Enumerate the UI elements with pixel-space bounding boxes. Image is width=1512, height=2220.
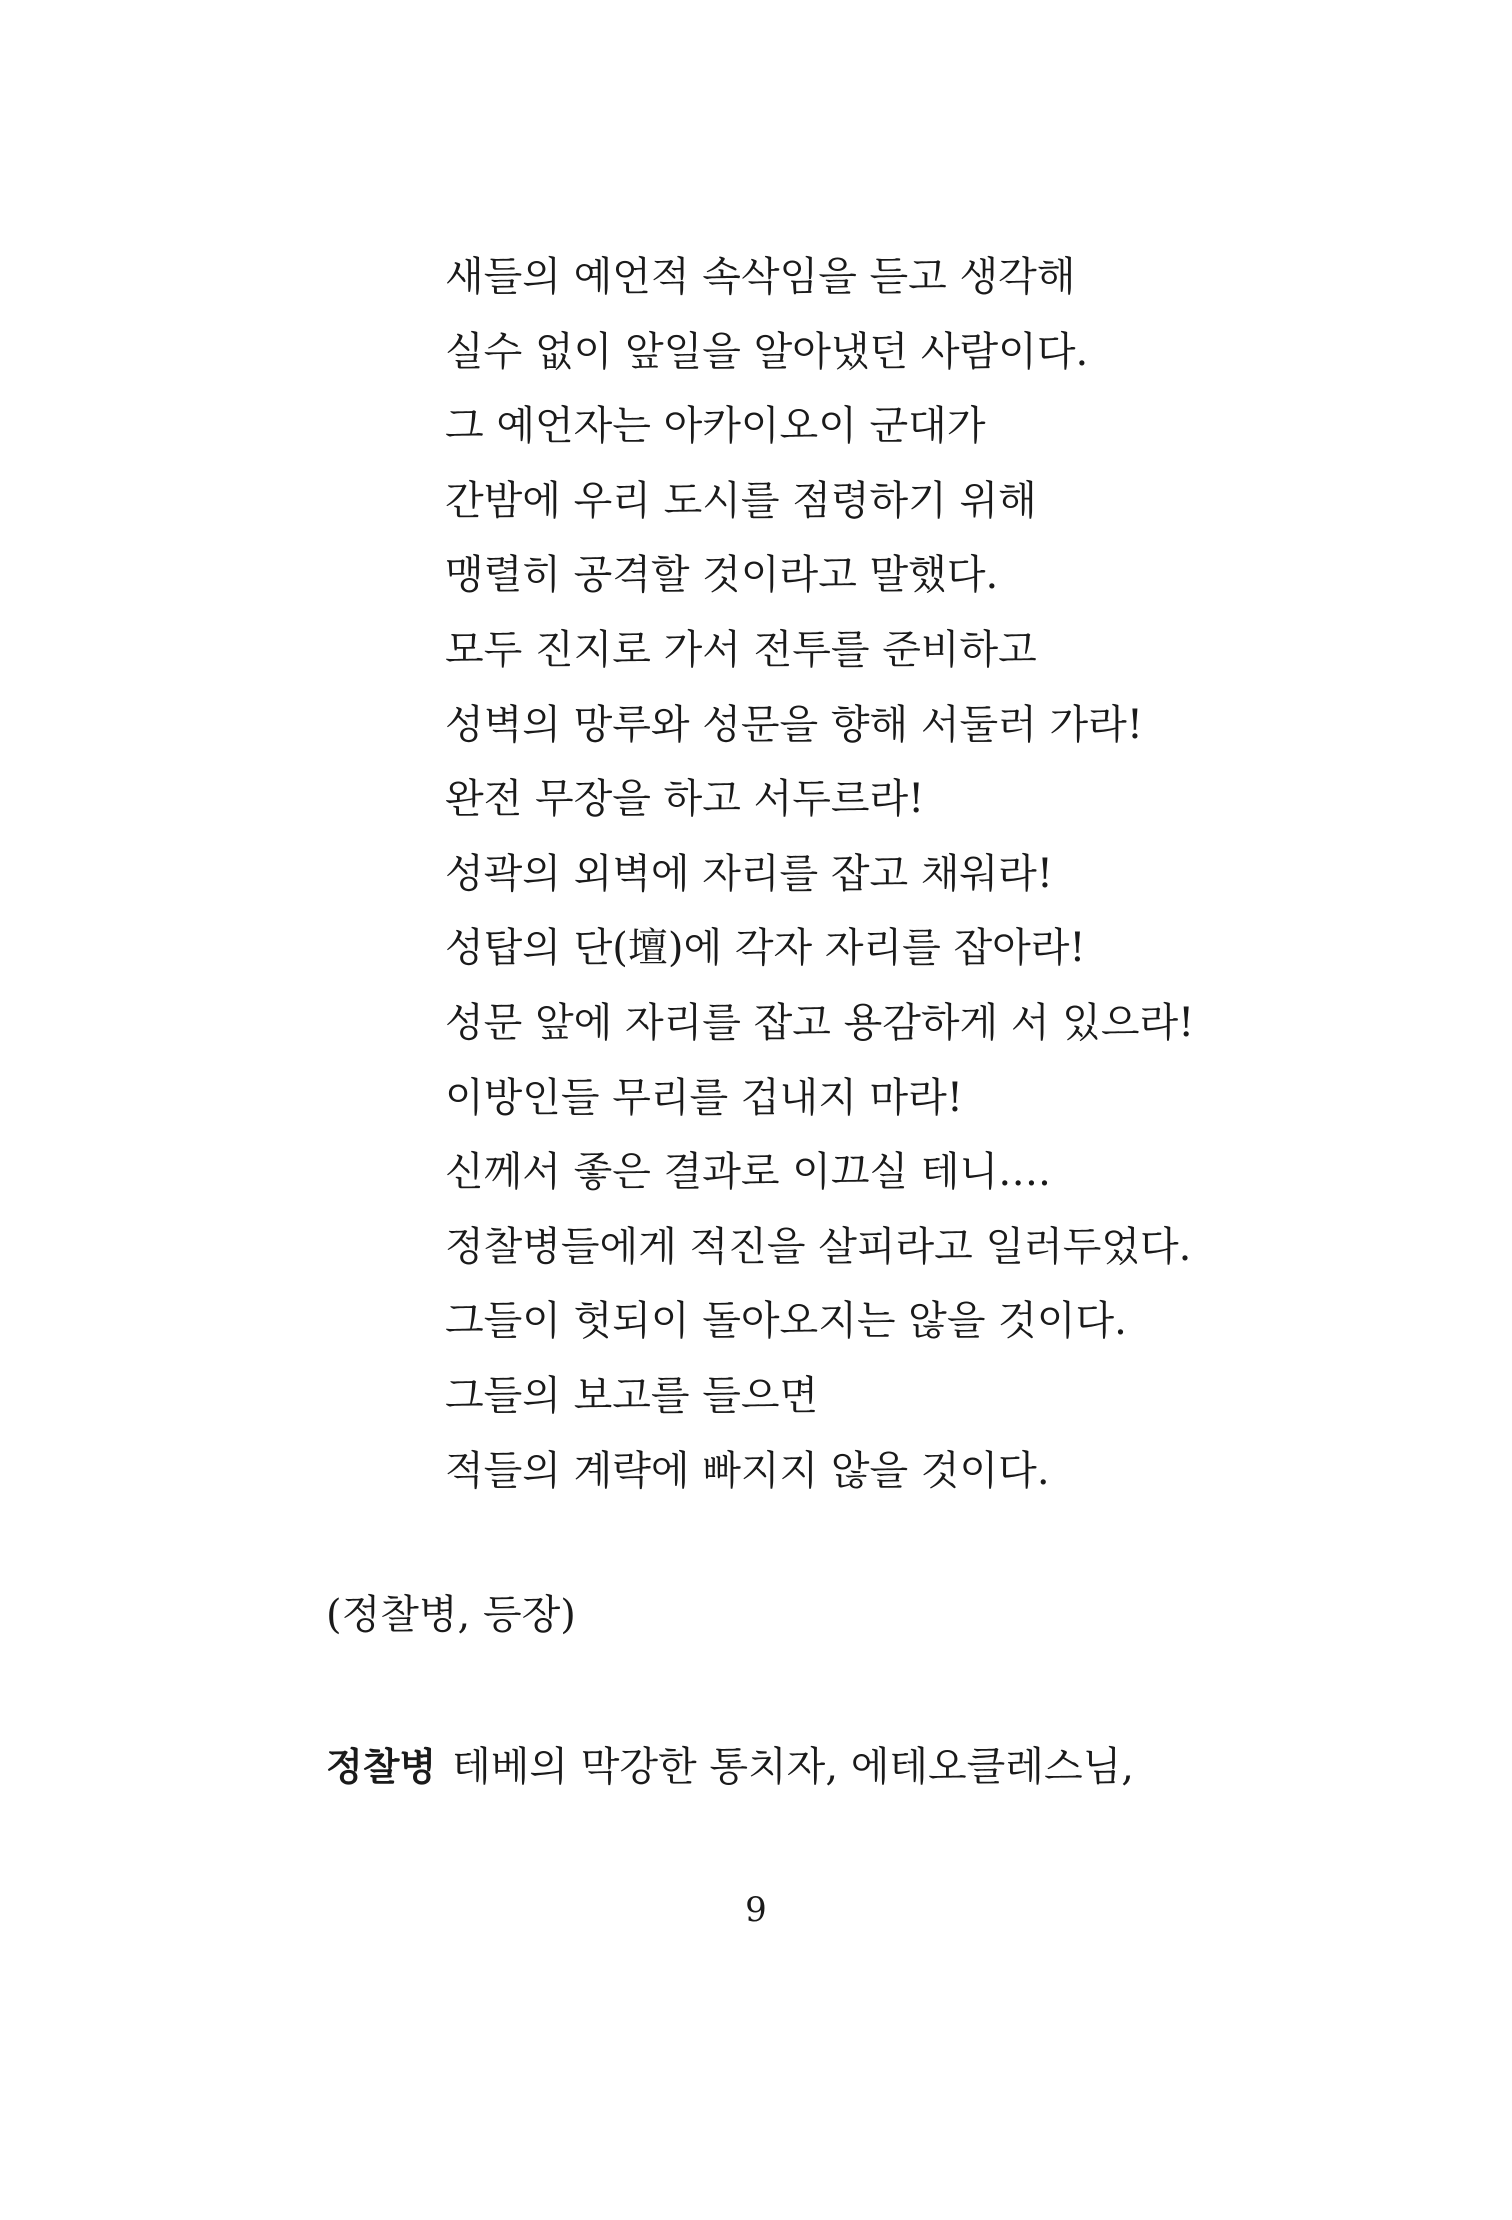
verse-line: 완전 무장을 하고 서두르라!: [445, 776, 925, 823]
dialogue-text: 테베의 막강한 통치자, 에테오클레스님,: [452, 1744, 1134, 1790]
stage-direction: (정찰병, 등장): [326, 1592, 576, 1638]
verse-line: 이방인들 무리를 겁내지 마라!: [445, 1074, 963, 1121]
verse-line: 성탑의 단(壇)에 각자 자리를 잡아라!: [445, 925, 1086, 972]
verse-line: 적들의 계략에 빠지지 않을 것이다.: [445, 1447, 1050, 1494]
verse-line: 정찰병들에게 적진을 살피라고 일러두었다.: [445, 1223, 1192, 1270]
verse-line: 맹렬히 공격할 것이라고 말했다.: [445, 552, 999, 599]
verse-line: 신께서 좋은 결과로 이끄실 테니….: [445, 1149, 1051, 1196]
verse-line: 모두 진지로 가서 전투를 준비하고: [445, 626, 1037, 673]
verse-line: 성문 앞에 자리를 잡고 용감하게 서 있으라!: [445, 999, 1195, 1046]
verse-line: 성벽의 망루와 성문을 향해 서둘러 가라!: [445, 701, 1143, 748]
verse-line: 그 예언자는 아카이오이 군대가: [445, 403, 986, 450]
verse-line: 새들의 예언적 속삭임을 듣고 생각해: [445, 254, 1076, 300]
verse-line: 그들의 보고를 들으면: [445, 1372, 819, 1419]
verse-block: [445, 252, 1194, 1520]
verse-line: 실수 없이 앞일을 알아냈던 사람이다.: [445, 328, 1089, 375]
dialogue-line: [326, 1742, 1134, 1792]
verse-line: 그들이 헛되이 돌아오지는 않을 것이다.: [445, 1298, 1127, 1345]
verse-line: 성곽의 외벽에 자리를 잡고 채워라!: [445, 850, 1053, 897]
speaker-name: 정찰병: [326, 1745, 437, 1789]
verse-line: 간밤에 우리 도시를 점령하기 위해: [445, 477, 1037, 524]
page-number: 9: [745, 1890, 767, 1930]
